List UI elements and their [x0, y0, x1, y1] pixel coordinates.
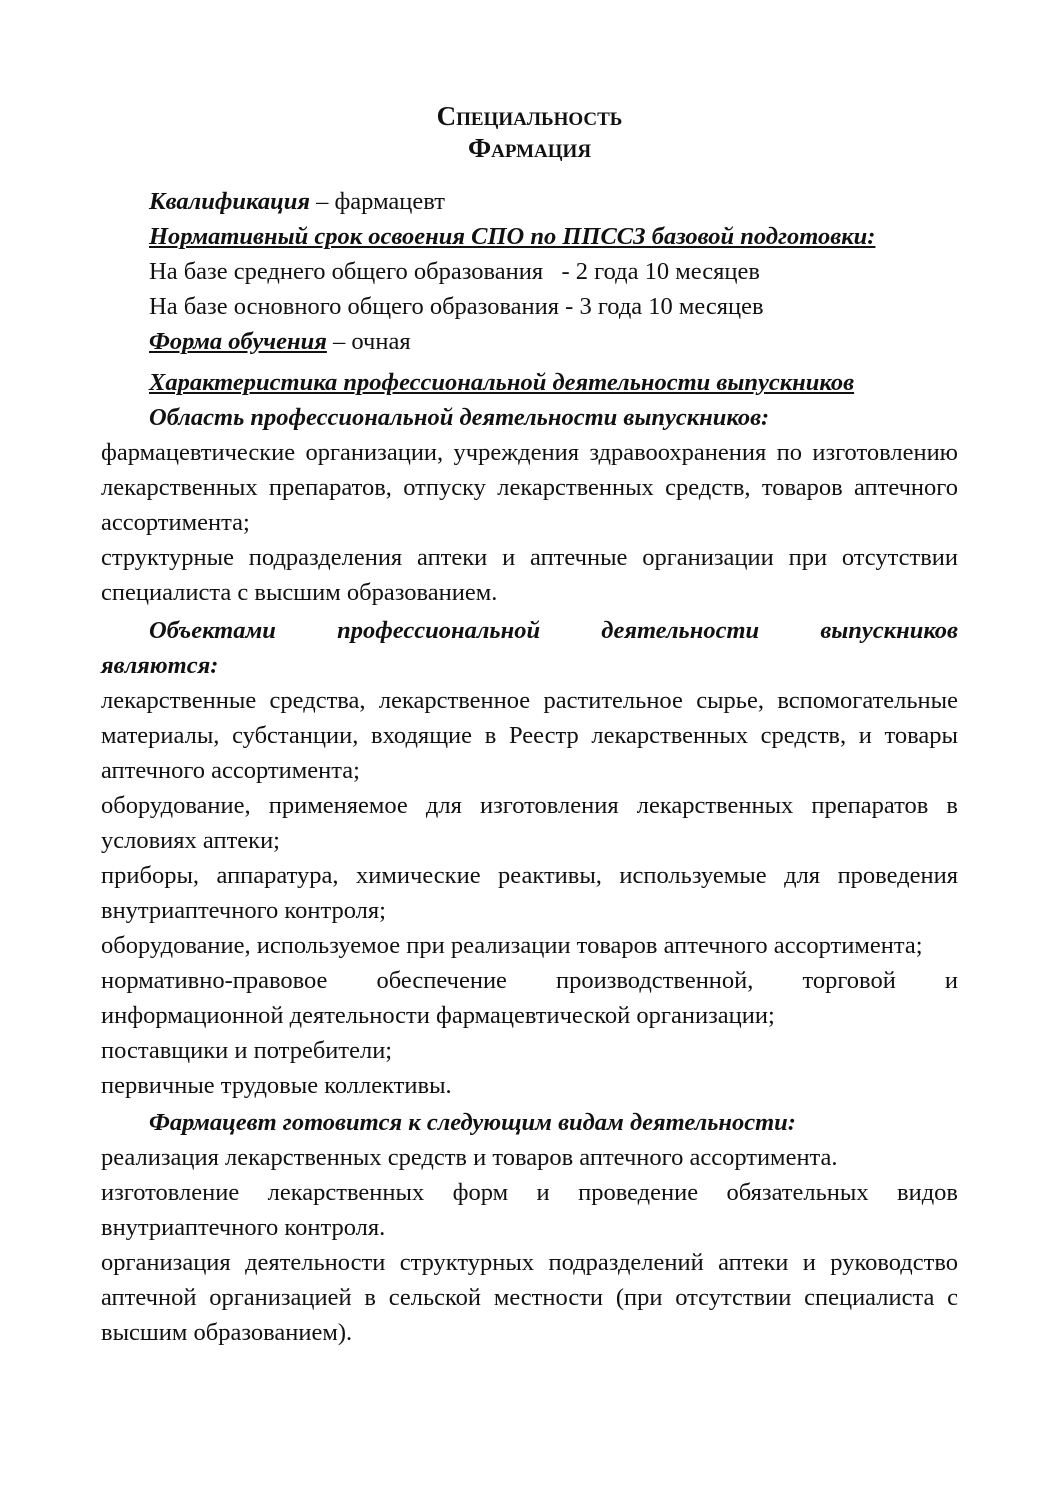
- document-page: [101, 100, 958, 1350]
- objects-item: нормативно-правовое обеспечение производственной, торговой и информационной деятельности фармацевтической организации;: [101, 967, 958, 1029]
- form-line: [101, 324, 958, 359]
- objects-item: первичные трудовые коллективы.: [101, 1072, 452, 1099]
- activities-item: организация деятельности структурных подразделений аптеки и руководство аптечной организацией в сельской местности (при отсутствии специалиста с высшим образованием).: [101, 1249, 958, 1346]
- term-line-secondary: На базе среднего общего образования - 2 года 10 месяцев: [149, 258, 760, 285]
- objects-item: оборудование, используемое при реализации товаров аптечного ассортимента;: [101, 932, 923, 959]
- qualification-value: – фармацевт: [309, 188, 445, 215]
- area-item: фармацевтические организации, учреждения здравоохранения по изготовлению лекарственных препаратов, отпуску лекарственных средств, товаров аптечного ассортимента;: [101, 439, 958, 536]
- page-subtitle: Фармация: [467, 133, 592, 163]
- objects-heading-cont: являются:: [101, 652, 219, 679]
- term-heading: Нормативный срок освоения СПО по ППССЗ базовой подготовки:: [149, 223, 876, 250]
- objects-item: приборы, аппаратура, химические реактивы, используемые для проведения внутриаптечного контроля;: [101, 862, 958, 924]
- form-value: – очная: [326, 328, 411, 355]
- activities-item: реализация лекарственных средств и товаров аптечного ассортимента.: [101, 1144, 838, 1171]
- objects-item: оборудование, применяемое для изготовления лекарственных препаратов в условиях аптеки;: [101, 792, 958, 854]
- activities-item: изготовление лекарственных форм и проведение обязательных видов внутриаптечного контроля.: [101, 1179, 958, 1241]
- activities-heading: Фармацевт готовится к следующим видам деятельности:: [149, 1109, 796, 1136]
- page-title: Специальность: [436, 101, 623, 131]
- area-heading: Область профессиональной деятельности выпускников:: [149, 404, 770, 431]
- form-label: Форма обучения: [149, 328, 327, 355]
- objects-item: поставщики и потребители;: [101, 1037, 393, 1064]
- objects-heading: Объектами профессиональной деятельности выпускников: [149, 617, 958, 644]
- qualification-label: Квалификация: [149, 188, 310, 215]
- characteristics-heading: Характеристика профессиональной деятельности выпускников: [149, 369, 855, 396]
- objects-item: лекарственные средства, лекарственное растительное сырье, вспомогательные материалы, субстанции, входящие в Реестр лекарственных средств, и товары аптечного ассортимента;: [101, 687, 958, 784]
- title-block: [101, 100, 958, 164]
- qualification-line: [101, 184, 958, 219]
- area-item: структурные подразделения аптеки и аптечные организации при отсутствии специалиста с высшим образованием.: [101, 544, 958, 606]
- term-line-basic: На базе основного общего образования - 3 года 10 месяцев: [149, 293, 764, 320]
